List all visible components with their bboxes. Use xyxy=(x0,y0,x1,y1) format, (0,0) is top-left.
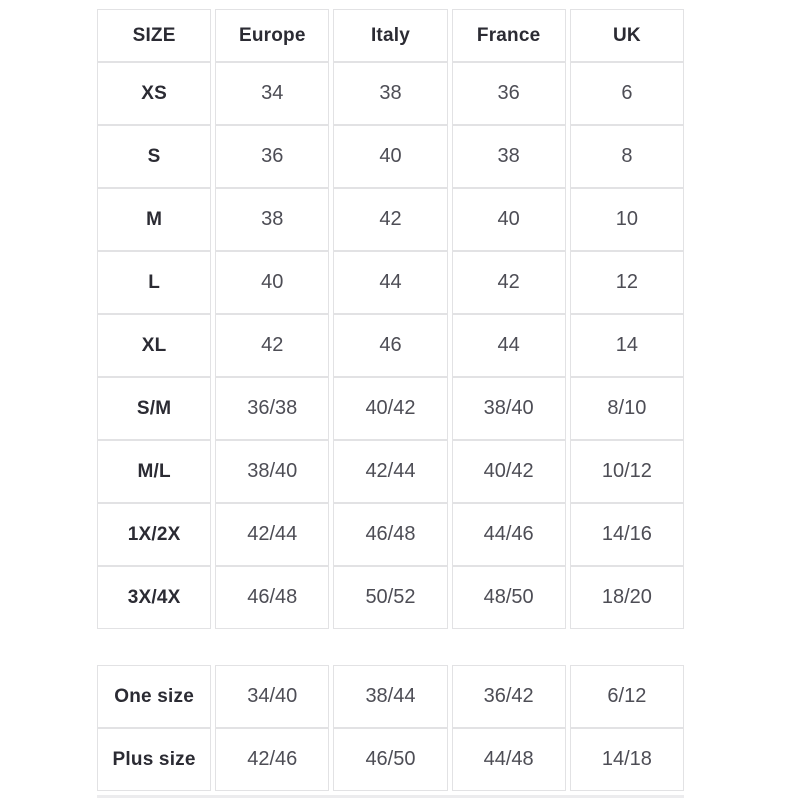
size-label-cell: M/L xyxy=(97,440,211,503)
size-label-cell: XS xyxy=(97,62,211,125)
table-row xyxy=(97,314,684,377)
size-value-cell: 10 xyxy=(570,188,684,251)
table-row xyxy=(97,188,684,251)
table-row xyxy=(97,125,684,188)
header-cell-europe: Europe xyxy=(215,9,329,62)
size-value-cell: 12 xyxy=(570,251,684,314)
size-table-body xyxy=(97,62,684,629)
size-value-cell: 42/46 xyxy=(215,728,329,791)
size-label-cell: L xyxy=(97,251,211,314)
size-value-cell: 6 xyxy=(570,62,684,125)
size-value-cell: 46/48 xyxy=(215,566,329,629)
table-row xyxy=(97,377,684,440)
size-value-cell: 38/40 xyxy=(452,377,566,440)
header-cell-size: SIZE xyxy=(97,9,211,62)
size-value-cell: 40/42 xyxy=(333,377,447,440)
size-value-cell: 38/44 xyxy=(333,665,447,728)
size-label-cell: 1X/2X xyxy=(97,503,211,566)
size-value-cell: 18/20 xyxy=(570,566,684,629)
header-row xyxy=(97,9,684,62)
table-row xyxy=(97,503,684,566)
table-row xyxy=(97,251,684,314)
size-value-cell: 50/52 xyxy=(333,566,447,629)
special-sizes-table-body xyxy=(97,665,684,791)
table-row xyxy=(97,566,684,629)
size-value-cell: 36 xyxy=(452,62,566,125)
size-value-cell: 34/40 xyxy=(215,665,329,728)
size-conversion-table xyxy=(93,9,688,629)
size-label-cell: M xyxy=(97,188,211,251)
table-row xyxy=(97,62,684,125)
size-value-cell: 40 xyxy=(452,188,566,251)
size-label-cell: Plus size xyxy=(97,728,211,791)
size-table-header xyxy=(97,9,684,62)
cutoff-next-section-line xyxy=(97,795,684,798)
size-value-cell: 6/12 xyxy=(570,665,684,728)
size-value-cell: 42/44 xyxy=(215,503,329,566)
size-value-cell: 46/48 xyxy=(333,503,447,566)
size-label-cell: S/M xyxy=(97,377,211,440)
size-value-cell: 10/12 xyxy=(570,440,684,503)
header-cell-italy: Italy xyxy=(333,9,447,62)
table-row xyxy=(97,665,684,728)
size-value-cell: 42 xyxy=(333,188,447,251)
size-label-cell: One size xyxy=(97,665,211,728)
size-value-cell: 44/48 xyxy=(452,728,566,791)
size-value-cell: 36 xyxy=(215,125,329,188)
size-value-cell: 46/50 xyxy=(333,728,447,791)
size-value-cell: 42/44 xyxy=(333,440,447,503)
size-value-cell: 38/40 xyxy=(215,440,329,503)
size-value-cell: 44 xyxy=(452,314,566,377)
size-value-cell: 38 xyxy=(333,62,447,125)
size-value-cell: 42 xyxy=(215,314,329,377)
size-value-cell: 44 xyxy=(333,251,447,314)
size-value-cell: 36/38 xyxy=(215,377,329,440)
size-value-cell: 40 xyxy=(215,251,329,314)
size-value-cell: 48/50 xyxy=(452,566,566,629)
size-label-cell: 3X/4X xyxy=(97,566,211,629)
size-value-cell: 40 xyxy=(333,125,447,188)
size-label-cell: XL xyxy=(97,314,211,377)
size-value-cell: 14 xyxy=(570,314,684,377)
size-value-cell: 14/18 xyxy=(570,728,684,791)
size-value-cell: 44/46 xyxy=(452,503,566,566)
size-value-cell: 38 xyxy=(215,188,329,251)
size-value-cell: 14/16 xyxy=(570,503,684,566)
size-value-cell: 38 xyxy=(452,125,566,188)
size-value-cell: 36/42 xyxy=(452,665,566,728)
table-row xyxy=(97,440,684,503)
size-value-cell: 8 xyxy=(570,125,684,188)
header-cell-france: France xyxy=(452,9,566,62)
special-sizes-table xyxy=(93,665,688,791)
size-value-cell: 34 xyxy=(215,62,329,125)
table-row xyxy=(97,728,684,791)
size-label-cell: S xyxy=(97,125,211,188)
size-value-cell: 8/10 xyxy=(570,377,684,440)
size-value-cell: 40/42 xyxy=(452,440,566,503)
header-cell-uk: UK xyxy=(570,9,684,62)
size-value-cell: 42 xyxy=(452,251,566,314)
size-value-cell: 46 xyxy=(333,314,447,377)
